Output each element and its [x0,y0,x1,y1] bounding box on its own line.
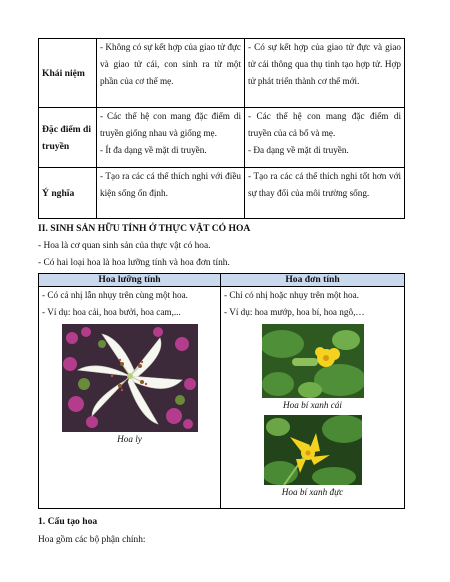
bisexual-cell [39,287,221,509]
table-row [39,108,405,168]
sexual-cell [245,108,405,168]
cell-text: - Đa dạng về mặt di truyền. [248,145,349,155]
table-row [39,168,405,219]
image-caption: Hoa bí xanh cái [283,400,342,410]
male-squash-flower-image [264,415,362,485]
table-row [39,287,405,509]
image-caption: Hoa bí xanh đực [281,487,344,497]
sexual-cell [245,168,405,219]
cell-text: - Ít đa dạng về mặt di truyền. [100,145,207,155]
flower-types-table [38,273,405,509]
cell-text: - Ví dụ: hoa mướp, hoa bí, hoa ngô,… [224,307,365,317]
row-heading: Đặc điểm di truyền [39,108,97,168]
asexual-cell [97,168,245,219]
section-title: II. SINH SẢN HỮU TÍNH Ở THỰC VẬT CÓ HOA [38,223,251,234]
cell-text: - Chỉ có nhị hoặc nhụy trên một hoa. [224,290,359,300]
cell-text: - Các thế hệ con mang đặc điểm di truyền của cả bố và mẹ. [248,111,401,138]
cell-text: - Các thế hệ con mang đặc điểm di truyền giống nhau và giống mẹ. [100,111,241,138]
cell-text: - Tạo ra các cá thể thích nghi với điều kiện sống ổn định. [100,171,241,198]
cell-text: - Ví dụ: hoa cải, hoa bưởi, hoa cam,... [42,307,181,317]
lily-flower-image [62,324,198,432]
document-page [38,38,404,547]
cell-text: - Không có sự kết hợp của giao tử đực và giao tử cái, con sinh ra từ một phần của cơ thể mẹ. [100,42,241,86]
table-header-row [39,274,405,287]
cell-text: - Có sự kết hợp của giao tử đực và giao tử cái thông qua thụ tinh tạo hợp tử. Hợp tử phát triển thành cơ thể mới. [248,42,401,86]
sexual-cell [245,39,405,108]
asexual-cell [97,108,245,168]
cell-text: - Tạo ra các cá thể thích nghi tốt hơn với sự thay đổi của môi trường sống. [248,171,401,198]
subheading: 1. Cấu tạo hoa [38,516,98,527]
female-squash-flower-image [262,324,364,398]
row-heading: Ý nghĩa [39,168,97,219]
paragraph: Hoa gồm các bộ phận chính: [38,535,146,545]
asexual-cell [97,39,245,108]
column-header: Hoa lưỡng tính [39,274,221,287]
paragraph: - Hoa là cơ quan sinh sản của thực vật có hoa. [38,241,211,251]
column-header: Hoa đơn tính [221,274,405,287]
cell-text: - Có cả nhị lẫn nhụy trên cùng một hoa. [42,290,188,300]
table-row [39,39,405,108]
paragraph: - Có hai loại hoa là hoa lưỡng tính và hoa đơn tính. [38,258,230,268]
reproduction-comparison-table [38,38,405,219]
image-caption: Hoa ly [117,434,142,444]
row-heading: Khái niệm [39,39,97,108]
unisexual-cell [221,287,405,509]
